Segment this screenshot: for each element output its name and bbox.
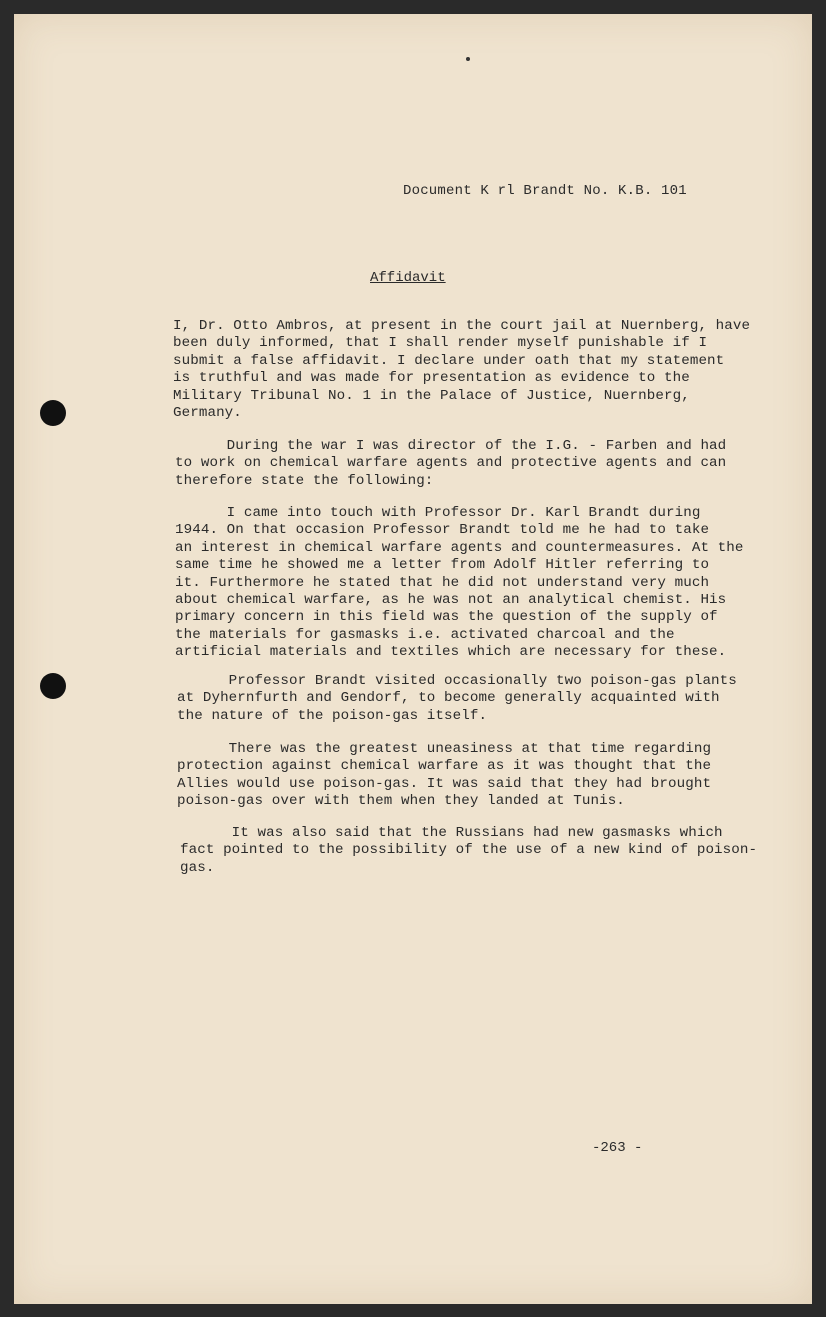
binder-hole-upper bbox=[40, 400, 66, 426]
document-reference: Document K rl Brandt No. K.B. 101 bbox=[403, 183, 687, 199]
paragraph-gasmasks: It was also said that the Russians had new gasmasks which fact pointed to the possibility of the use of a new kind of poison- gas. bbox=[180, 825, 758, 876]
paragraph-oath: I, Dr. Otto Ambros, at present in the court jail at Nuernberg, have been duly informed, that I shall render myself punishable if I submit a false affidavit. I declare under oath that my statement is truthful and was made for presentation as evidence to the Military Tribunal No. 1 in the Palace of Justice, Nuernberg, Germany. bbox=[173, 318, 751, 422]
ink-speck bbox=[466, 57, 470, 61]
paragraph-contact: I came into touch with Professor Dr. Karl Brandt during 1944. On that occasion Professor Brandt told me he had to take an interest in chemical warfare agents and countermeasures. At the same time he showed me a letter from Adolf Hitler referring to it. Furthermore he stated that he did not understand very much about chemical warfare, as he was not an analytical chemist. His primary concern in this field was the question of the supply of the materials for gasmasks i.e. activated charcoal and the artificial materials and textiles which are necessary for these. bbox=[175, 505, 744, 661]
document-title: Affidavit bbox=[370, 270, 446, 286]
binder-hole-lower bbox=[40, 673, 66, 699]
paragraph-uneasiness: There was the greatest uneasiness at that time regarding protection against chemical warfare as it was thought that the Allies would use poison-gas. It was said that they had brought poison-gas over with them when they landed at Tunis. bbox=[177, 741, 712, 810]
page-number: -263 - bbox=[592, 1140, 643, 1156]
paragraph-plants: Professor Brandt visited occasionally two poison-gas plants at Dyhernfurth and Gendorf, to become generally acquainted with the nature of the poison-gas itself. bbox=[177, 673, 737, 724]
paragraph-director: During the war I was director of the I.G. - Farben and had to work on chemical warfare agents and protective agents and can therefore state the following: bbox=[175, 438, 727, 489]
